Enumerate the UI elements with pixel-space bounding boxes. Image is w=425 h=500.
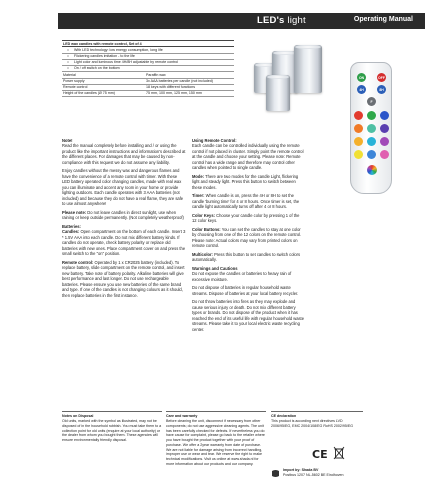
section-text: Do not expose the candles or batteries to heavy rain of excessive moisture. (192, 271, 292, 282)
section-text: Press this button to set candles to switch colors automatically. (192, 251, 301, 263)
section-text: Operated by 1 x CR2025 battery (included). To replace battery, slide compartment on the remote control, and insert new battery. Take note of battery polarity. Alkaline batteries will give best performance and last longer. Do not use rechargeable batteries. Please ensure you use new batteries of the same brand and type. If one of the candles is not changing colours as it should, then replace batteries in the first instance. (62, 259, 185, 298)
remote-8h-button: 8H (377, 85, 386, 94)
section-heading: Candles: (62, 229, 80, 235)
section-text: Read the manual completely before installing and / or using the product like the important instructions and information's described at the different places. For damages that may be caused by non-compliance with this request we do not assume any liability. (62, 143, 186, 165)
disposal-heading: Notes on Disposal (62, 414, 94, 418)
product-title: LED's light (257, 15, 306, 26)
section-heading: Multicolor: (192, 251, 213, 257)
candle-image (294, 45, 322, 93)
disposal-text: Old units, marked with the symbol as illustrated, may not be disposed of in the household rubbish. You must take them to a collection point for old units (enquire at your local authority) or the dealer from whom you bought them. These agencies will ensure environmentally friendly disposal. (62, 419, 162, 443)
color-key (367, 111, 376, 120)
section-heading: Please note: (62, 209, 87, 215)
color-key (354, 150, 363, 159)
remote-4h-button: 4H (357, 85, 366, 94)
color-key (367, 150, 376, 159)
section-text: Do not throw batteries into fires as they may explode and cause serious injury or death. Do not mix different battery types or brands. Do not dispose of the product when it has reached the end of its useful life with regular household waste streams. Please take it to your local electric waste recycling center. (192, 299, 304, 332)
color-key (380, 124, 389, 133)
color-key (380, 150, 389, 159)
section-text: Choose your candle color by pressing 1 of the 12 color keys. (192, 212, 300, 224)
section-text: Enjoy candles without the messy wax and dangerous flames and have the convenience of a remote control with timer. With these LED battery operated color changing candles, made with real wax you can illuminate and accent any room in your home or provide lighting outdoors. Each candle operates with 3 AAA batteries (not included) and because they do not have a real flame, they are safe to use almost anywhere! (62, 168, 184, 207)
divider (166, 411, 266, 412)
feature-row: • Light color and luminous time 4H/8H adjustable by remote control (62, 60, 234, 66)
color-key (354, 124, 363, 133)
remote-off-button: OFF (377, 73, 386, 82)
section-heading: Color Keys: (192, 212, 215, 218)
care-heading: Care and warranty (166, 414, 198, 418)
crossed-bin-icon (333, 446, 345, 460)
company-info (283, 468, 363, 478)
multicolor-button (367, 165, 377, 175)
candle-image (266, 75, 290, 111)
company-address: Postbus 1207 NL-5602 BE Eindhoven (283, 473, 344, 478)
color-key (354, 111, 363, 120)
care-warranty (166, 414, 266, 467)
section-text: There are two modes for the candle Light, flickering light and steady light. Press this button to switch between these modes. (192, 173, 299, 190)
instructions-left-column (62, 138, 186, 301)
candles-photo (254, 45, 354, 115)
section-heading: Note! (62, 138, 73, 143)
section-heading: Remote control: (62, 259, 94, 265)
ce-heading: CE declaration (271, 414, 297, 418)
section-heading: Mode: (192, 173, 205, 179)
section-heading: Timer: (192, 193, 205, 199)
care-text: Before cleaning the unit, disconnect if necessary from other components; do not use aggressive cleaning agents. The unit has been carefully checked for defects. If nevertheless you do have cause for complaint, please go back to the retailer where you have bought the product together with your proof of purchase. We offer a 2year warranty from date of purchase. We are not liable for damage arising from incorrect handling, improper use or wear and tear. We reserve the right to make technical modifications. Visit us online at www.shada.nl for more information about our products and our company. (166, 419, 265, 466)
feature-row: • Flickering candles imitation - to the life (62, 54, 234, 60)
color-key (380, 137, 389, 146)
company-name: Import by: Shada BV (283, 468, 319, 472)
spec-row: Power supply 3x AAA batteries per candle (not included) (62, 79, 234, 85)
spec-row: Material Paraffin wax (62, 73, 234, 79)
section-heading: Batteries: (62, 223, 81, 229)
ce-mark-icon: CE (312, 448, 328, 461)
section-text: Do not leave candles in direct sunlight, use when raining or keep outside permanently. (Not completely weatherproof) (62, 209, 184, 221)
ce-text: This product is according next directives LVD 2006/95/EG, EMC 2004/108/EG RoHS 2002/95/EG (271, 419, 354, 428)
spec-table (62, 40, 234, 97)
instructions-right-column (192, 138, 304, 335)
ce-declaration (271, 414, 363, 429)
section-text: Do not dispose of batteries in regular household waste streams. Dispose of batteries at your local battery recycler. (192, 285, 299, 296)
section-text: You can set the candles to stay at one color by choosing from one of the 12 colors on the remote control. Please note: Actual colors may vary from printed colors on remote control. (192, 226, 302, 249)
divider (271, 411, 363, 412)
section-heading: Using Remote Control: (192, 138, 237, 143)
color-key (367, 137, 376, 146)
spec-row: Height of the candles (Ø 75 mm) 75 mm, 100 mm, 125 mm, 150 mm (62, 91, 234, 97)
section-text: Open compartment on the bottom of each candle. Insert 3 * 1.5V AAA into each candle. Do not mix different battery kinds. If candles do not operate, check battery polarity or replace old batteries with new ones. Place compartment cover on and press the small switch to the "on" position. (62, 229, 186, 257)
remote-flicker-button: F (367, 97, 376, 106)
spec-title: LED wax candles with remote control, Set of 4 (62, 40, 234, 47)
header-bar (58, 13, 425, 29)
section-text: When candle is on, press the 4H or 8H to set the candle 'burning time' for 4 or 8 hours. Once timer is set, the candle light automatically turns off after 4 or 8 hours. (192, 193, 300, 210)
remote-on-button: ON (357, 73, 366, 82)
shada-logo-icon (271, 470, 280, 477)
divider (62, 411, 162, 412)
remote-control-image (350, 62, 392, 194)
section-heading: Warnings and Cautions (192, 265, 238, 271)
feature-row: • With LED technology: low energy consumption, long life (62, 47, 234, 53)
color-key (367, 124, 376, 133)
feature-row: • On / off switch on the bottom (62, 66, 234, 72)
color-key (380, 111, 389, 120)
manual-label: Operating Manual (353, 16, 413, 23)
spec-row: Remote control 18 keys with different functions (62, 85, 234, 91)
disposal-notes (62, 414, 162, 443)
section-text: Each candle can be controlled individually using the remote control if not placed in cluster. Simply point the remote control at the candle and choose your setting. Please note: Remote control has a wide range and therefore may control other candles when pointed to single candle. (192, 143, 304, 171)
section-heading: Color Buttons: (192, 226, 221, 232)
color-key (354, 137, 363, 146)
